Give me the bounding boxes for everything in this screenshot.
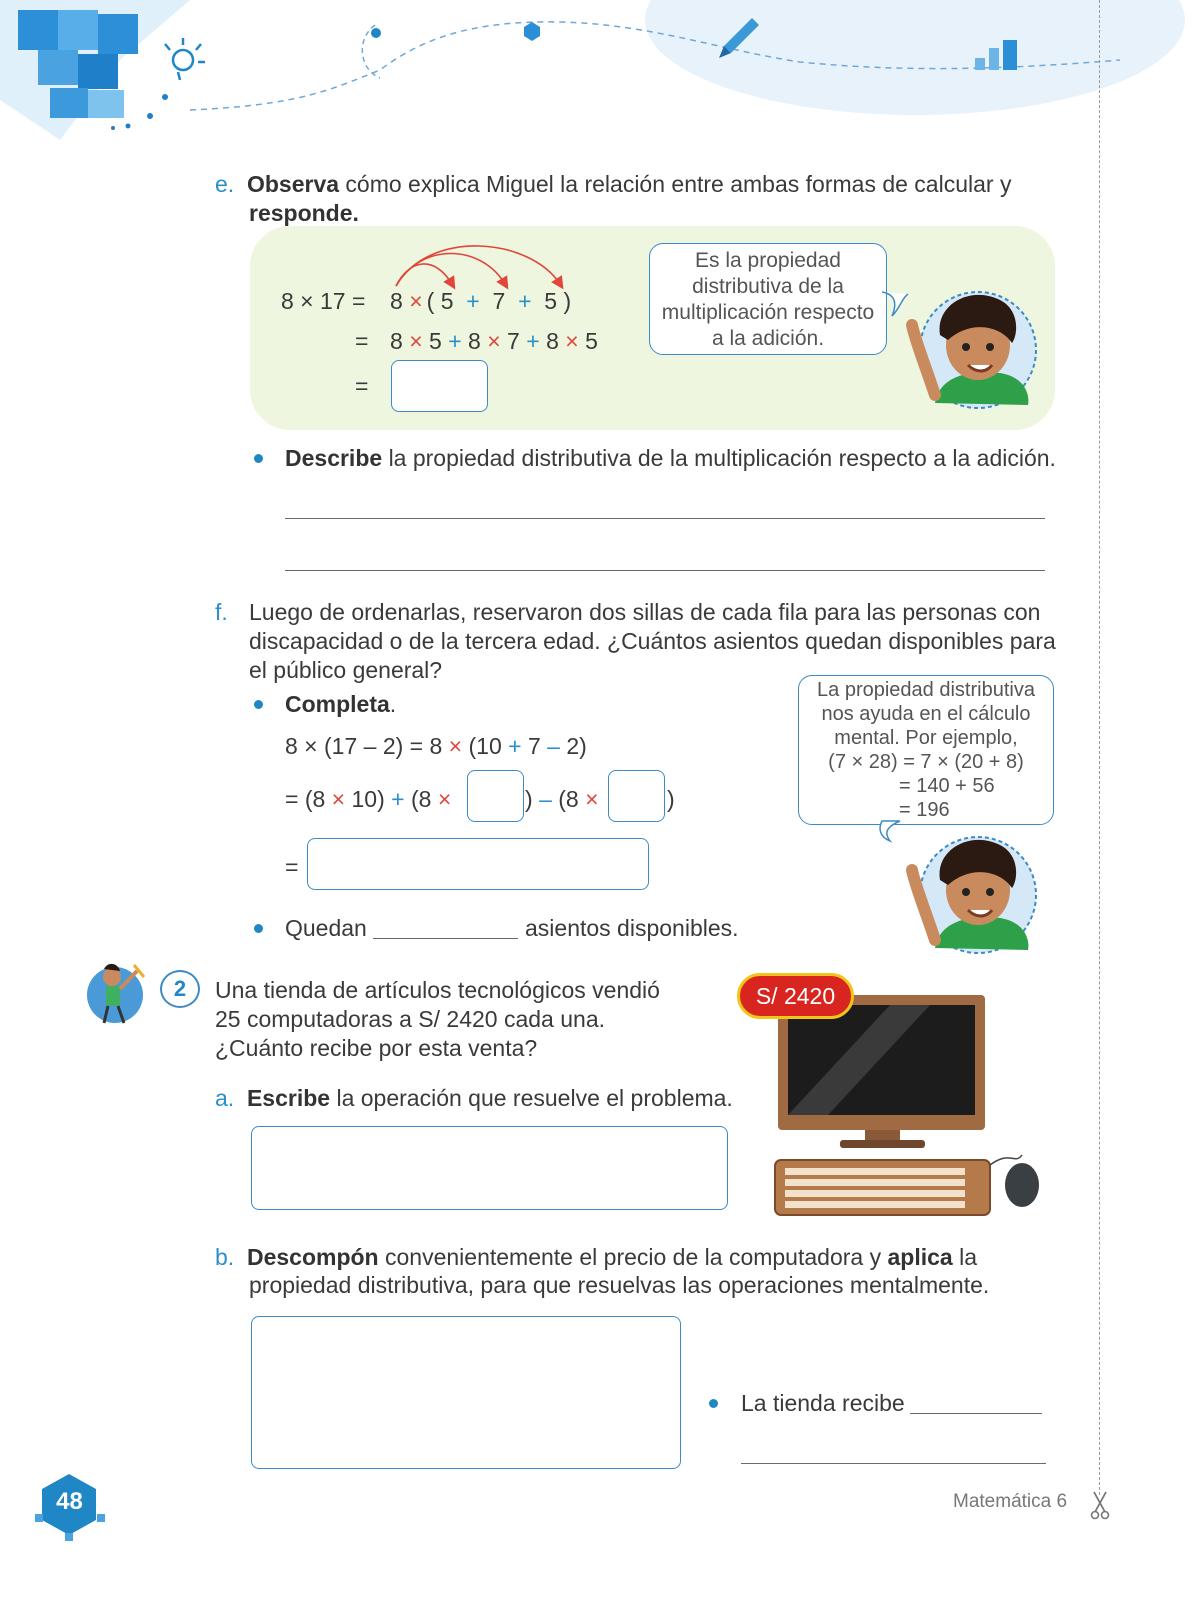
- section-e-line2: [249, 199, 359, 228]
- bubble-line: Es la propiedad: [695, 249, 841, 272]
- lightbulb-icon: [165, 38, 205, 80]
- equation-lhs: 8 × 17 =: [281, 288, 366, 314]
- bubble-line: distributiva de la: [692, 275, 844, 298]
- header-art: [0, 0, 1193, 150]
- eq-term: (8: [410, 786, 432, 812]
- eq-term: 10): [351, 786, 385, 812]
- bubble-line: a la adición.: [711, 327, 825, 350]
- question-number: 2: [173, 976, 187, 1001]
- miguel-avatar: [900, 830, 1045, 960]
- page-number-text: 48: [56, 1488, 83, 1515]
- eq-sign: =: [285, 854, 299, 880]
- f-equation-2c: [667, 785, 675, 814]
- section-f-letter: [215, 598, 228, 627]
- eq-paren: (: [426, 288, 435, 314]
- disponibles-label: [525, 914, 739, 943]
- recibe-answer-line-2[interactable]: [741, 1463, 1046, 1464]
- cut-line: [1099, 0, 1100, 1495]
- eq-sign: =: [355, 328, 369, 354]
- answer-line[interactable]: [285, 518, 1045, 519]
- bullet: [709, 1399, 718, 1408]
- eq-minus: –: [539, 786, 552, 812]
- question-2-text: [215, 976, 660, 1063]
- eq-plus: +: [448, 328, 462, 354]
- bubble-line: multiplicación respecto: [661, 301, 875, 324]
- answer-box-f3[interactable]: [307, 838, 649, 890]
- bubble-line: La propiedad distributiva: [817, 679, 1035, 701]
- eq-plus: +: [526, 328, 540, 354]
- eq-term: (8: [558, 786, 579, 812]
- recibe-label: [741, 1389, 905, 1418]
- eq-times: ×: [585, 786, 599, 812]
- eq-plus: +: [518, 288, 532, 314]
- bullet: [254, 924, 263, 933]
- eq-times: ×: [409, 288, 423, 314]
- describe-instruction: [285, 444, 1056, 473]
- book-title: [953, 1490, 1067, 1514]
- eq-sign: =: [355, 373, 369, 399]
- equation-row-2-eq: [355, 327, 368, 356]
- eq-times: ×: [565, 328, 579, 354]
- eq-term: = (8: [285, 786, 326, 812]
- answer-box-b[interactable]: [251, 1316, 681, 1469]
- cube-small-icon: [524, 22, 540, 41]
- aplica-keyword: aplica: [887, 1244, 953, 1270]
- completa-instruction: [285, 690, 396, 719]
- seats-answer-line[interactable]: [373, 938, 518, 939]
- eq-plus: +: [466, 288, 480, 314]
- eq-plus: +: [508, 733, 522, 759]
- section-e-line1: [215, 170, 1011, 199]
- eq-term: 8: [390, 328, 403, 354]
- eq-times: ×: [331, 786, 346, 812]
- f-equation-2a: [285, 785, 451, 814]
- eq-term: 5: [429, 328, 442, 354]
- student-icon: [82, 955, 152, 1027]
- f-text-line: el público general?: [249, 657, 443, 683]
- f-text-line: discapacidad o de la tercera edad. ¿Cuántos asientos quedan disponibles para: [249, 628, 1056, 654]
- completa-keyword: Completa: [285, 691, 390, 717]
- eq-term: 8 × (17 – 2) = 8: [285, 733, 443, 759]
- equation-row-2: [390, 327, 598, 356]
- section-f-label: f.: [215, 599, 228, 625]
- price-tag-text: S/ 2420: [755, 983, 836, 1009]
- answer-box-f2[interactable]: [608, 770, 665, 822]
- eq-paren: ): [667, 786, 675, 812]
- q2-part-a: [215, 1084, 733, 1113]
- responde-keyword: responde.: [249, 200, 359, 226]
- q2-line: ¿Cuánto recibe por esta venta?: [215, 1035, 538, 1061]
- eq-term: 2): [566, 733, 587, 759]
- escribe-keyword: Escribe: [246, 1085, 331, 1111]
- eq-times: ×: [409, 328, 423, 354]
- f-equation-3: [285, 853, 298, 882]
- f-equation-2b: [525, 785, 599, 814]
- section-e-text: cómo explica Miguel la relación entre ambas formas de calcular y: [345, 171, 1012, 197]
- distribution-arrows: [380, 238, 580, 293]
- page-number: [42, 1487, 97, 1517]
- equation-row-1-rhs: [390, 287, 571, 316]
- question-number-badge: [160, 970, 200, 1008]
- bubble-line: = 140 + 56: [899, 775, 995, 797]
- observa-keyword: Observa: [246, 171, 340, 197]
- quedan-text: Quedan: [285, 915, 367, 941]
- scissors-icon: [1088, 1490, 1112, 1520]
- eq-term: 7: [492, 288, 506, 314]
- answer-box-a[interactable]: [251, 1126, 728, 1210]
- part-b-text-2: propiedad distributiva, para que resuelvas las operaciones mentalmente.: [249, 1272, 990, 1298]
- describe-keyword: Describe: [285, 445, 383, 471]
- eq-times: ×: [487, 328, 501, 354]
- eq-term: (10: [468, 733, 502, 759]
- section-f-text: [249, 598, 1056, 685]
- eq-minus: –: [547, 733, 560, 759]
- bullet: [254, 700, 263, 709]
- eq-term: 8: [390, 288, 403, 314]
- bubble-line: = 196: [899, 799, 950, 821]
- speech-bubble-distributive: [649, 243, 887, 355]
- cubes-icon: [0, 0, 190, 140]
- eq-term: 5: [585, 328, 598, 354]
- eq-times: ×: [448, 733, 463, 759]
- eq-term: 7: [527, 733, 541, 759]
- part-b-text: convenientemente el precio de la computadora y: [385, 1244, 882, 1270]
- book-title-text: Matemática 6: [953, 1491, 1068, 1512]
- bullet: [254, 454, 263, 463]
- q2-line: 25 computadoras a S/ 2420 cada una.: [215, 1006, 606, 1032]
- q2-part-b: [215, 1243, 977, 1272]
- describe-text: la propiedad distributiva de la multiplicación respecto a la adición.: [388, 445, 1056, 471]
- f-equation-1: [285, 732, 587, 761]
- price-tag: [737, 973, 854, 1019]
- answer-box-f1[interactable]: [467, 770, 524, 822]
- eq-term: 5: [544, 288, 558, 314]
- eq-paren: ): [525, 786, 533, 812]
- bubble-line: nos ayuda en el cálculo: [821, 703, 1031, 725]
- eq-plus: +: [391, 786, 405, 812]
- q2-line: Una tienda de artículos tecnológicos vendió: [215, 977, 660, 1003]
- eq-term: 8: [468, 328, 481, 354]
- miguel-avatar: [900, 285, 1045, 415]
- part-a-letter: a.: [215, 1085, 235, 1111]
- header-decoration: [0, 0, 1193, 150]
- equation-row-3-eq: [355, 372, 368, 401]
- equation-row-1: [281, 287, 365, 316]
- part-b-letter: b.: [215, 1244, 235, 1270]
- section-e-letter: e.: [215, 171, 235, 197]
- recibe-text: La tienda recibe: [741, 1390, 905, 1416]
- eq-term: 5: [440, 288, 454, 314]
- recibe-answer-line[interactable]: [910, 1413, 1042, 1414]
- answer-line[interactable]: [285, 570, 1045, 571]
- completa-dot: .: [389, 691, 397, 717]
- part-a-text: la operación que resuelve el problema.: [336, 1085, 733, 1111]
- eq-paren: ): [563, 288, 572, 314]
- disponibles-text: asientos disponibles.: [525, 915, 739, 941]
- f-text-line: Luego de ordenarlas, reservaron dos sillas de cada fila para las personas con: [249, 599, 1041, 625]
- bubble-line: (7 × 28) = 7 × (20 + 8): [828, 751, 1024, 773]
- eq-term: 8: [546, 328, 559, 354]
- bubble-line: mental. Por ejemplo,: [834, 727, 1018, 749]
- eq-term: 7: [507, 328, 520, 354]
- quedan-label: [285, 914, 367, 943]
- q2-part-b-line2: [249, 1271, 989, 1300]
- descompon-keyword: Descompón: [246, 1244, 379, 1270]
- part-b-text-end: la: [959, 1244, 977, 1270]
- eq-times: ×: [437, 786, 452, 812]
- answer-box-e[interactable]: [391, 360, 488, 412]
- speech-bubble-mental: [798, 675, 1054, 825]
